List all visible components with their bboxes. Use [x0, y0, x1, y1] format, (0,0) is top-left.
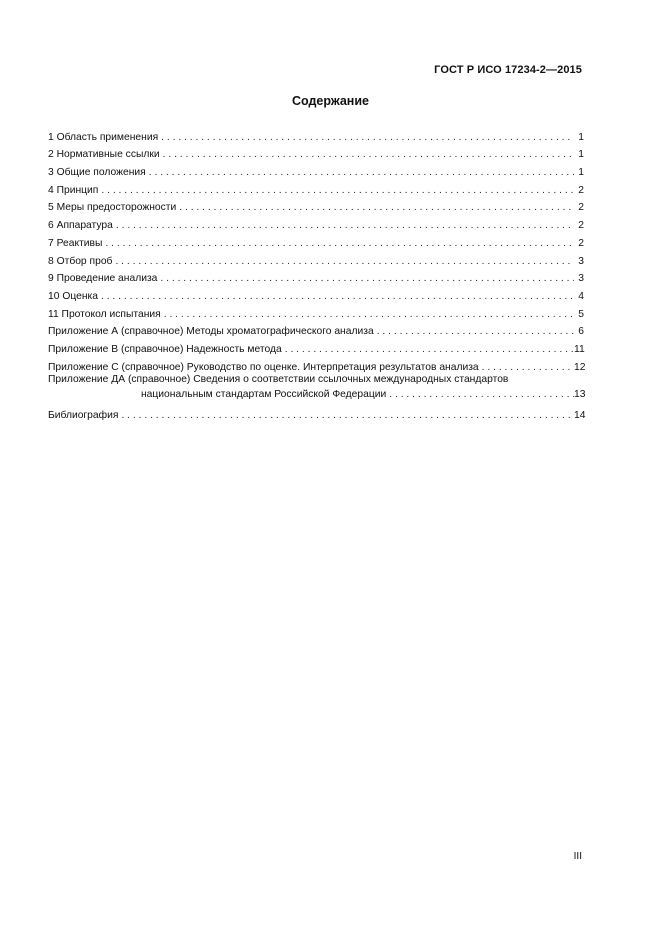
- toc-entry-page: 4: [578, 290, 584, 302]
- toc-leader-dots: [98, 185, 574, 197]
- toc-entry[interactable]: [48, 179, 584, 197]
- toc-entry[interactable]: [48, 214, 584, 232]
- toc-entry-label: 9 Проведение анализа: [48, 273, 158, 285]
- toc-entry[interactable]: [48, 285, 584, 303]
- toc-entry-label: 7 Реактивы: [48, 237, 103, 249]
- toc-entry-label: 11 Протокол испытания: [48, 308, 161, 320]
- toc-entry-label: Библиография: [48, 410, 119, 422]
- document-header: ГОСТ Р ИСО 17234-2—2015: [434, 64, 582, 76]
- toc-leader-dots: [160, 149, 574, 161]
- toc-entry[interactable]: [48, 405, 584, 423]
- toc-entry[interactable]: [48, 303, 584, 321]
- toc-entry-label: 2 Нормативные ссылки: [48, 149, 160, 161]
- toc-leader-dots: [374, 326, 574, 338]
- toc-entry-label: 6 Аппаратура: [48, 220, 113, 232]
- toc-entry-label: Приложение ДА (справочное) Сведения о соответствии ссылочных международных стандартов: [48, 373, 509, 385]
- toc-entry[interactable]: [48, 321, 584, 339]
- toc-leader-dots: [282, 344, 574, 356]
- toc-leader-dots: [113, 220, 574, 232]
- toc-leader-dots: [146, 167, 574, 179]
- toc-leader-dots: [118, 410, 574, 422]
- toc-entry-label: 4 Принцип: [48, 184, 99, 196]
- toc-entry-page: 3: [578, 273, 584, 285]
- toc-entry-page: 1: [578, 167, 584, 179]
- toc-entry[interactable]: [48, 232, 584, 250]
- toc-entry-page: 1: [578, 149, 584, 161]
- page-title: Содержание: [291, 94, 369, 108]
- toc-leader-dots: [479, 362, 574, 374]
- toc-entry-label: 5 Меры предосторожности: [48, 202, 177, 214]
- toc-entry-page: 14: [574, 410, 586, 422]
- toc-entry-label: 8 Отбор проб: [48, 255, 113, 267]
- toc-entry[interactable]: [48, 250, 584, 268]
- toc-leader-dots: [98, 291, 574, 303]
- page-number: III: [573, 851, 582, 862]
- toc-entry-page: 2: [578, 220, 584, 232]
- toc-entry[interactable]: [48, 268, 584, 286]
- toc-leader-dots: [161, 309, 574, 321]
- toc-entry-page: 11: [574, 343, 585, 355]
- toc-entry-label: Приложение А (справочное) Методы хроматографического анализа: [48, 326, 374, 338]
- toc-entry-label: 10 Оценка: [48, 290, 98, 302]
- toc-entry-page: 1: [578, 131, 584, 143]
- toc-leader-dots: [158, 132, 574, 144]
- toc-leader-dots: [157, 273, 574, 285]
- table-of-contents: [48, 126, 584, 422]
- toc-entry-page: 6: [578, 326, 584, 338]
- toc-entry-page: 12: [574, 361, 586, 373]
- toc-entry-page: 13: [574, 388, 586, 400]
- toc-leader-dots: [176, 202, 574, 214]
- toc-entry-label: 3 Общие положения: [48, 167, 146, 179]
- toc-entry-page: 2: [578, 184, 584, 196]
- toc-entry-label: Приложение С (справочное) Руководство по оценке. Интерпретация результатов анализа: [48, 361, 479, 373]
- toc-entry-page: 3: [578, 255, 584, 267]
- toc-entry-page: 5: [578, 308, 584, 320]
- toc-entry-label: Приложение В (справочное) Надежность метода: [48, 343, 282, 355]
- toc-entry[interactable]: [48, 144, 584, 162]
- toc-entry-multiline[interactable]: [48, 374, 584, 405]
- toc-leader-dots: [102, 238, 574, 250]
- toc-entry-page: 2: [578, 202, 584, 214]
- toc-entry[interactable]: [48, 161, 584, 179]
- toc-leader-dots: [112, 256, 574, 268]
- toc-entry[interactable]: [48, 197, 584, 215]
- toc-entry-label-continued: национальным стандартам Российской Федерации: [141, 388, 387, 400]
- toc-leader-dots: [386, 389, 574, 401]
- toc-entry-page: 2: [578, 237, 584, 249]
- toc-entry-label: 1 Область применения: [48, 131, 159, 143]
- toc-entry[interactable]: [48, 126, 584, 144]
- toc-entry[interactable]: [48, 356, 584, 374]
- toc-entry[interactable]: [48, 338, 584, 356]
